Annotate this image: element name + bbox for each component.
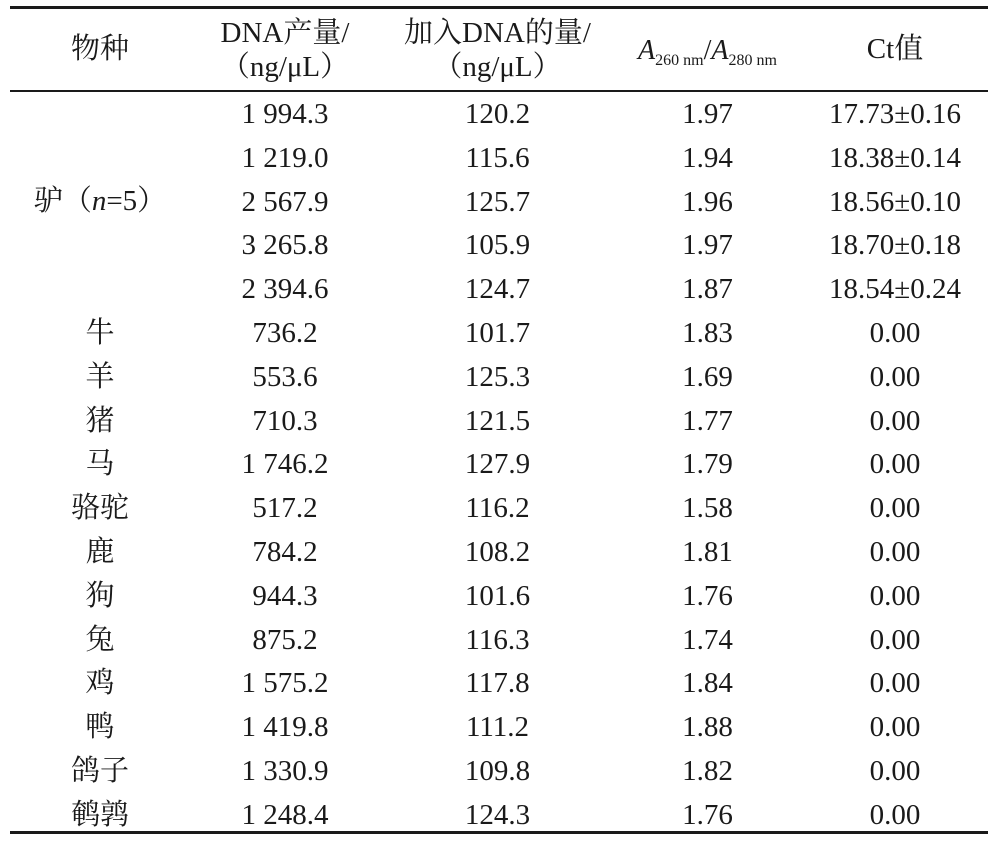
cell-ct-value: 0.00 (869, 755, 921, 787)
cell-ct-value: 0.00 (869, 448, 921, 480)
header-ct: Ct值 (866, 33, 924, 65)
cell-species: 猪 (85, 405, 115, 437)
cell-dna-added: 108.2 (464, 536, 531, 568)
table-header-rule (10, 90, 988, 92)
cell-dna-yield: 1 219.0 (241, 142, 329, 174)
cell-species: 羊 (85, 361, 115, 393)
cell-dna-added: 125.7 (464, 186, 531, 218)
cell-ct-value: 18.54±0.24 (829, 273, 961, 305)
cell-dna-yield: 1 994.3 (241, 98, 329, 130)
cell-dna-added: 127.9 (464, 448, 531, 480)
cell-absorbance-ratio: 1.82 (682, 755, 733, 787)
cell-absorbance-ratio: 1.96 (682, 186, 733, 218)
cell-absorbance-ratio: 1.81 (682, 536, 733, 568)
cell-dna-yield: 710.3 (252, 405, 318, 437)
cell-absorbance-ratio: 1.69 (682, 361, 733, 393)
cell-ct-value: 0.00 (869, 361, 921, 393)
cell-species: 骆驼 (70, 492, 129, 524)
cell-ct-value: 18.56±0.10 (829, 186, 961, 218)
cell-absorbance-ratio: 1.77 (682, 405, 733, 437)
cell-dna-added: 116.2 (465, 492, 530, 524)
cell-dna-yield: 736.2 (252, 317, 318, 349)
cell-dna-yield: 2 394.6 (241, 273, 329, 305)
cell-ct-value: 18.38±0.14 (829, 142, 961, 174)
cell-dna-yield: 517.2 (252, 492, 318, 524)
cell-absorbance-ratio: 1.97 (682, 229, 733, 261)
table-bottom-rule (10, 831, 988, 834)
cell-dna-added: 124.3 (464, 799, 531, 831)
cell-dna-added: 117.8 (465, 667, 530, 699)
cell-species: 鸽子 (70, 755, 129, 787)
cell-absorbance-ratio: 1.97 (682, 98, 733, 130)
cell-dna-yield: 784.2 (252, 536, 318, 568)
donkey-label-pre: 驴（ (33, 185, 92, 217)
table-top-rule (10, 6, 988, 9)
cell-dna-added: 125.3 (464, 361, 531, 393)
cell-dna-added: 105.9 (464, 229, 531, 261)
cell-species: 鸭 (85, 711, 115, 743)
header-yield-line2: （ng/μL） (220, 51, 350, 83)
ratio-sub-280: 280 nm (728, 52, 777, 69)
cell-ct-value: 0.00 (869, 405, 921, 437)
donkey-label-n: n (91, 185, 107, 217)
donkey-label-post: =5） (106, 185, 167, 217)
cell-ct-value: 0.00 (869, 536, 921, 568)
cell-absorbance-ratio: 1.74 (682, 624, 733, 656)
cell-absorbance-ratio: 1.88 (682, 711, 733, 743)
ratio-a-280: A (711, 35, 729, 66)
cell-species: 牛 (85, 317, 115, 349)
cell-absorbance-ratio: 1.94 (682, 142, 733, 174)
cell-dna-yield: 1 330.9 (241, 755, 329, 787)
cell-species: 鹌鹑 (70, 799, 129, 831)
cell-ct-value: 0.00 (869, 492, 921, 524)
cell-dna-added: 121.5 (464, 405, 531, 437)
cell-dna-added: 111.2 (465, 711, 530, 743)
cell-dna-yield: 553.6 (252, 361, 318, 393)
cell-absorbance-ratio: 1.76 (682, 580, 733, 612)
species-group-donkey (10, 184, 190, 218)
header-added-line1: 加入DNA的量/ (404, 17, 591, 49)
cell-species: 狗 (85, 580, 115, 612)
cell-dna-added: 116.3 (465, 624, 530, 656)
ratio-slash: / (703, 35, 712, 66)
cell-absorbance-ratio: 1.76 (682, 799, 733, 831)
ratio-sub-260: 260 nm (655, 52, 704, 69)
header-absorbance-ratio (615, 34, 800, 78)
cell-dna-yield: 875.2 (252, 624, 318, 656)
cell-absorbance-ratio: 1.83 (682, 317, 733, 349)
cell-dna-yield: 1 575.2 (241, 667, 329, 699)
ratio-a-260: A (638, 35, 656, 66)
cell-absorbance-ratio: 1.58 (682, 492, 733, 524)
cell-absorbance-ratio: 1.79 (682, 448, 733, 480)
cell-dna-added: 101.7 (464, 317, 531, 349)
cell-dna-yield: 1 746.2 (241, 448, 329, 480)
cell-ct-value: 0.00 (869, 317, 921, 349)
cell-species: 兔 (85, 624, 115, 656)
header-yield-line1: DNA产量/ (220, 17, 350, 49)
cell-absorbance-ratio: 1.84 (682, 667, 733, 699)
cell-ct-value: 17.73±0.16 (829, 98, 961, 130)
cell-ct-value: 0.00 (869, 711, 921, 743)
cell-ct-value: 0.00 (869, 580, 921, 612)
cell-dna-added: 124.7 (464, 273, 531, 305)
cell-species: 鸡 (85, 667, 115, 699)
cell-species: 马 (85, 448, 115, 480)
cell-dna-added: 101.6 (464, 580, 531, 612)
cell-ct-value: 18.70±0.18 (829, 229, 961, 261)
cell-dna-yield: 1 248.4 (241, 799, 329, 831)
header-added-line2: （ng/μL） (433, 51, 562, 83)
cell-dna-added: 115.6 (465, 142, 530, 174)
cell-ct-value: 0.00 (869, 799, 921, 831)
cell-dna-yield: 1 419.8 (241, 711, 329, 743)
cell-dna-added: 120.2 (464, 98, 531, 130)
cell-dna-yield: 2 567.9 (241, 186, 329, 218)
cell-ct-value: 0.00 (869, 667, 921, 699)
cell-ct-value: 0.00 (869, 624, 921, 656)
cell-dna-yield: 3 265.8 (241, 229, 329, 261)
cell-absorbance-ratio: 1.87 (682, 273, 733, 305)
cell-species: 鹿 (85, 536, 115, 568)
cell-dna-added: 109.8 (464, 755, 531, 787)
cell-dna-yield: 944.3 (252, 580, 318, 612)
header-species: 物种 (70, 33, 129, 65)
